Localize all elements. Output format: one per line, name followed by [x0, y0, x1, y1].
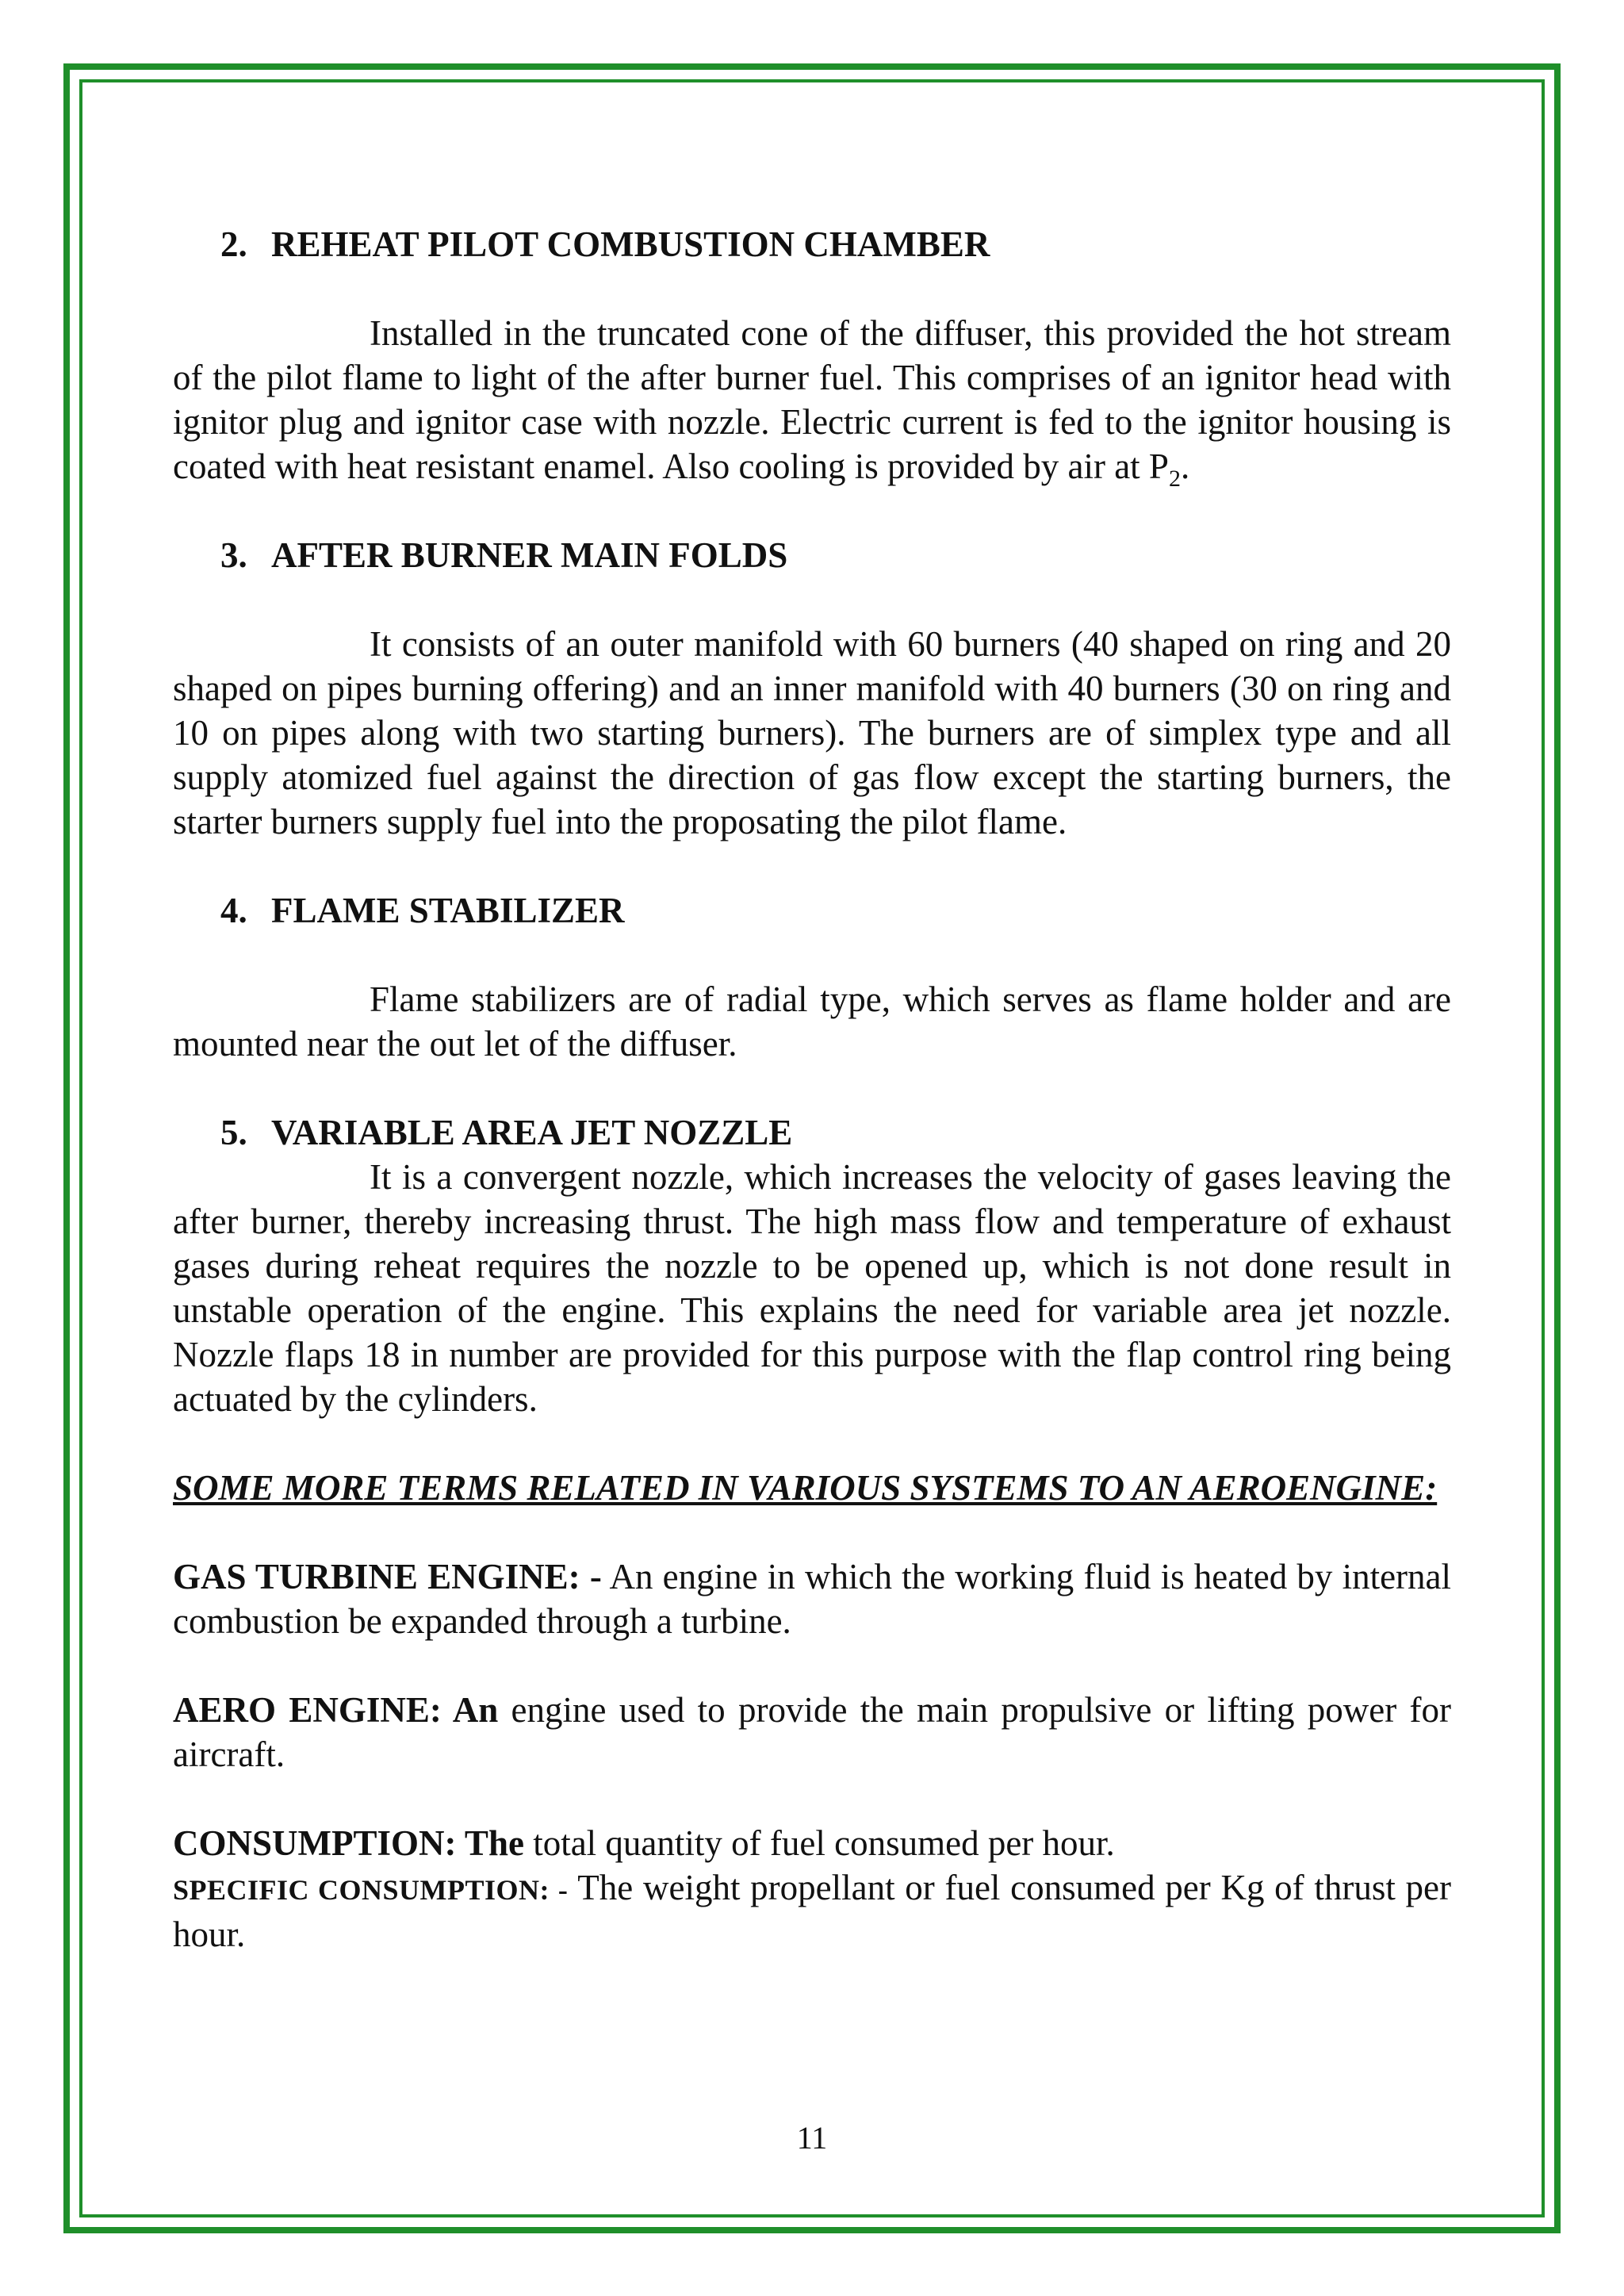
section-number: 5.	[220, 1113, 247, 1152]
section-title: REHEAT PILOT COMBUSTION CHAMBER	[271, 224, 990, 264]
section-body-text: Installed in the truncated cone of the diffuser, this provided the hot stream of the pilot flame to light of the after burner fuel. This comprises of an ignitor head with ignitor plug and ignitor case with nozzle. Electric current is fed to the ignitor housing is coated with heat resistant enamel. Also cooling is provided by air at P	[173, 313, 1451, 486]
section-number: 4.	[220, 891, 247, 930]
section-body-4: Flame stabilizers are of radial type, which serves as flame holder and are mounted near the out let of the diffuser.	[173, 979, 1451, 1064]
term-consumption	[173, 1821, 1451, 1865]
subscript: 2	[1168, 466, 1181, 492]
section-title: VARIABLE AREA JET NOZZLE	[271, 1113, 793, 1152]
term-gas-turbine-engine	[173, 1554, 1451, 1643]
section-heading-4	[173, 888, 1451, 933]
term-text: engine used to provide the main propulsive or lifting power for aircraft.	[173, 1690, 1452, 1774]
section-body-3: It consists of an outer manifold with 60 burners (40 shaped on ring and 20 shaped on pipes burning offering) and an inner manifold with 40 burners (30 on ring and 10 on pipes along with two starting burners). The burners are of simplex type and all supply atomized fuel against the direction of gas flow except the starting burners, the starter burners supply fuel into the proposating the pilot flame.	[173, 624, 1451, 841]
section-heading-2	[173, 222, 1451, 266]
terms-heading: SOME MORE TERMS RELATED IN VARIOUS SYSTEMS TO AN AEROENGINE:	[173, 1468, 1438, 1508]
section-body-2	[173, 311, 1451, 492]
section-number: 2.	[220, 224, 247, 264]
page-content	[173, 222, 1451, 1957]
term-text: total quantity of fuel consumed per hour.	[523, 1823, 1115, 1863]
section-number: 3.	[220, 535, 247, 575]
term-specific-consumption	[173, 1865, 1451, 1957]
section-title: FLAME STABILIZER	[271, 891, 625, 930]
term-label: GAS TURBINE ENGINE: -	[173, 1557, 602, 1596]
term-text: An engine in which the working fluid is heated by internal combustion be expanded through a turbine.	[173, 1557, 1452, 1641]
section-heading-3	[173, 533, 1451, 577]
section-body-end: .	[1180, 447, 1190, 486]
section-heading-5	[173, 1110, 1451, 1155]
term-label: SPECIFIC CONSUMPTION: -	[173, 1874, 569, 1906]
term-label: AERO ENGINE: An	[173, 1690, 499, 1730]
page-number: 11	[796, 2120, 828, 2156]
section-body-5: It is a convergent nozzle, which increases the velocity of gases leaving the after burner, thereby increasing thrust. The high mass flow and temperature of exhaust gases during reheat requires the nozzle to be opened up, which is not done result in unstable operation of the engine. This explains the need for variable area jet nozzle. Nozzle flaps 18 in number are provided for this purpose with the flap control ring being actuated by the cylinders.	[173, 1157, 1451, 1419]
section-title: AFTER BURNER MAIN FOLDS	[271, 535, 788, 575]
term-text: The weight propellant or fuel consumed per Kg of thrust per hour.	[173, 1868, 1452, 1954]
term-label: CONSUMPTION: The	[173, 1823, 524, 1863]
term-aero-engine	[173, 1688, 1451, 1777]
